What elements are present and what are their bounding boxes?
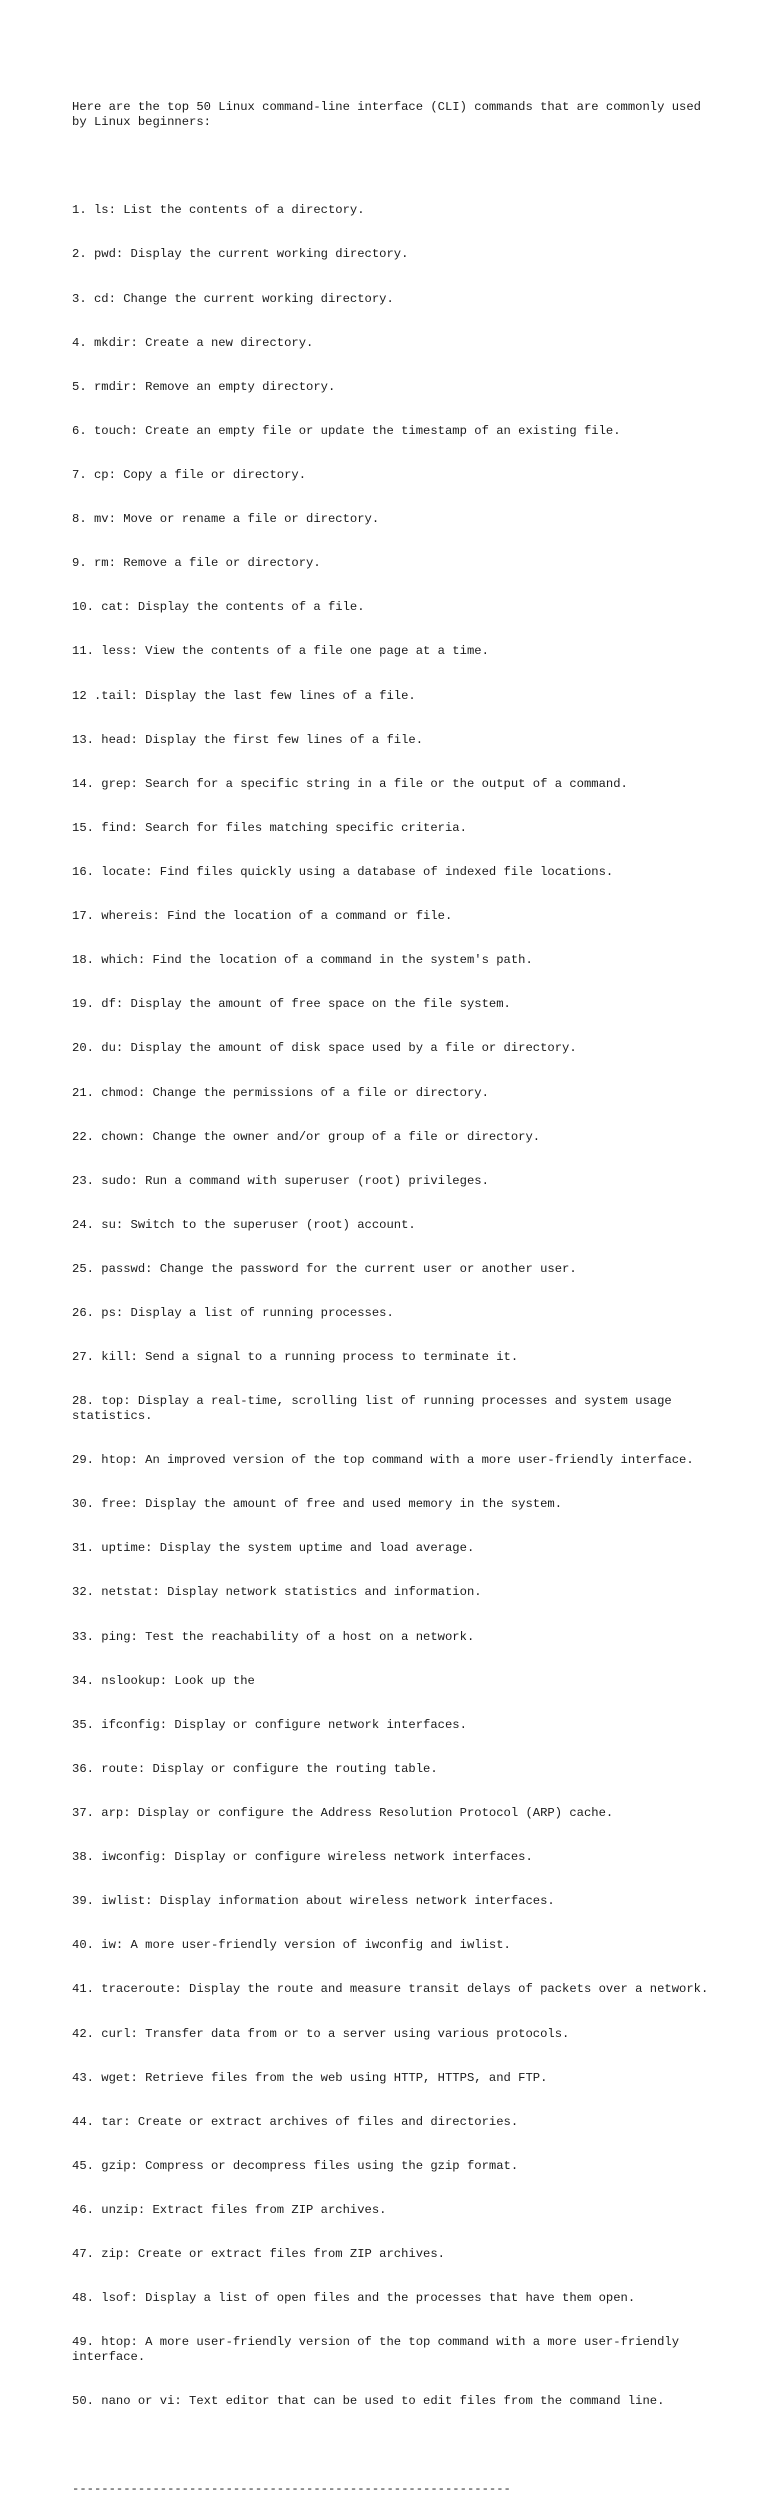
list-item: 31. uptime: Display the system uptime and load average. [72, 1541, 475, 1556]
list-item: 25. passwd: Change the password for the current user or another user. [72, 1261, 577, 1276]
list-item: 12 .tail: Display the last few lines of a file. [72, 688, 416, 703]
list-item: 24. su: Switch to the superuser (root) account. [72, 1217, 416, 1232]
list-item: 32. netstat: Display network statistics and information. [72, 1585, 482, 1600]
list-item: 36. route: Display or configure the routing table. [72, 1761, 438, 1776]
list-item: 4. mkdir: Create a new directory. [72, 335, 314, 350]
list-item: 9. rm: Remove a file or directory. [72, 556, 321, 571]
list-item: 47. zip: Create or extract files from ZIP archives. [72, 2247, 445, 2262]
list-item: 37. arp: Display or configure the Address Resolution Protocol (ARP) cache. [72, 1805, 614, 1820]
list-item: 6. touch: Create an empty file or update the timestamp of an existing file. [72, 423, 621, 438]
list-item: 33. ping: Test the reachability of a host on a network. [72, 1629, 475, 1644]
list-item: 22. chown: Change the owner and/or group of a file or directory. [72, 1129, 541, 1144]
list-item: 43. wget: Retrieve files from the web using HTTP, HTTPS, and FTP. [72, 2070, 548, 2085]
list-item: 10. cat: Display the contents of a file. [72, 600, 365, 615]
list-item: 40. iw: A more user-friendly version of iwconfig and iwlist. [72, 1938, 511, 1953]
list-item: 45. gzip: Compress or decompress files using the gzip format. [72, 2158, 519, 2173]
list-item: 35. ifconfig: Display or configure network interfaces. [72, 1717, 467, 1732]
list-item: 8. mv: Move or rename a file or directory. [72, 512, 380, 527]
list-item: 29. htop: An improved version of the top command with a more user-friendly interface. [72, 1453, 694, 1468]
list-item: 11. less: View the contents of a file one page at a time. [72, 644, 489, 659]
list-item: 44. tar: Create or extract archives of files and directories. [72, 2114, 519, 2129]
list-item: 50. nano or vi: Text editor that can be used to edit files from the command line. [72, 2394, 665, 2409]
list-item: 41. traceroute: Display the route and measure transit delays of packets over a network. [72, 1982, 709, 1997]
list-item: 21. chmod: Change the permissions of a file or directory. [72, 1085, 489, 1100]
list-item: 19. df: Display the amount of free space on the file system. [72, 997, 511, 1012]
list-item: 39. iwlist: Display information about wireless network interfaces. [72, 1894, 555, 1909]
list-item: 18. which: Find the location of a command in the system's path. [72, 953, 533, 968]
list-item: 7. cp: Copy a file or directory. [72, 467, 307, 482]
list-item: 14. grep: Search for a specific string in a file or the output of a command. [72, 776, 628, 791]
list-item: 1. ls: List the contents of a directory. [72, 203, 365, 218]
list-item: 30. free: Display the amount of free and used memory in the system. [72, 1497, 563, 1512]
list-item: 5. rmdir: Remove an empty directory. [72, 379, 336, 394]
list-item: 13. head: Display the first few lines of a file. [72, 732, 424, 747]
list-item: 26. ps: Display a list of running processes. [72, 1306, 394, 1321]
list-item: 23. sudo: Run a command with superuser (root) privileges. [72, 1173, 489, 1188]
list-item: 20. du: Display the amount of disk space used by a file or directory. [72, 1041, 577, 1056]
command-list [72, 174, 712, 2438]
list-item: 38. iwconfig: Display or configure wireless network interfaces. [72, 1850, 533, 1865]
list-item: 42. curl: Transfer data from or to a server using various protocols. [72, 2026, 570, 2041]
list-item: 34. nslookup: Look up the [72, 1673, 255, 1688]
list-item: 17. whereis: Find the location of a command or file. [72, 909, 453, 924]
list-item: 48. lsof: Display a list of open files and the processes that have them open. [72, 2291, 636, 2306]
intro-paragraph: Here are the top 50 Linux command-line interface (CLI) commands that are commonly used by Linux beginners: [72, 100, 709, 130]
list-item: 49. htop: A more user-friendly version of the top command with a more user-friendly interface. [72, 2335, 687, 2364]
list-item: 3. cd: Change the current working directory. [72, 291, 394, 306]
divider-line: ------------------------------------------------------------ [72, 2482, 511, 2497]
list-item: 16. locate: Find files quickly using a database of indexed file locations. [72, 864, 614, 879]
list-item: 2. pwd: Display the current working directory. [72, 247, 409, 262]
document-body [72, 71, 712, 2512]
list-item: 28. top: Display a real-time, scrolling list of running processes and system usage statistics. [72, 1394, 680, 1423]
list-item: 27. kill: Send a signal to a running process to terminate it. [72, 1350, 519, 1365]
list-item: 15. find: Search for files matching specific criteria. [72, 820, 467, 835]
list-item: 46. unzip: Extract files from ZIP archives. [72, 2202, 387, 2217]
